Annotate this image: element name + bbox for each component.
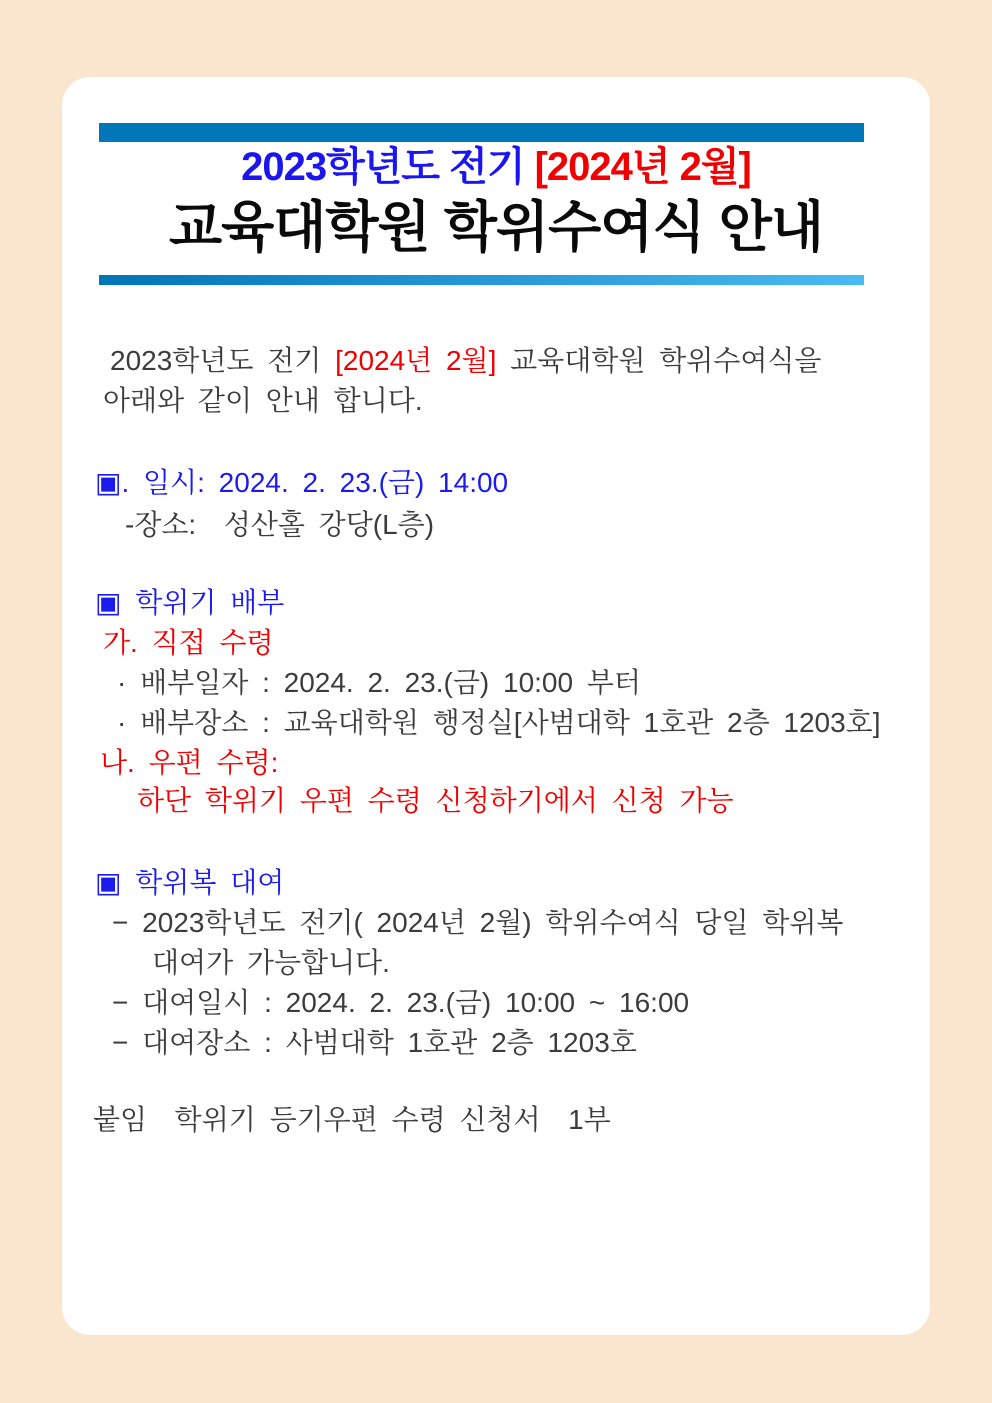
title-term-year: 2023학년도 전기 xyxy=(241,145,535,189)
gown-line-1: − 2023학년도 전기( 2024년 2월) 학위수여식 당일 학위복 xyxy=(112,907,844,938)
notice-title-main: 교육대학원 학위수여식 안내 xyxy=(168,196,824,258)
intro-line-1-pre: 2023학년도 전기 xyxy=(110,345,336,376)
intro-line-1-red: [2024년 2월] xyxy=(335,345,497,376)
attachment-line: 붙임 학위기 등기우편 수령 신청서 1부 xyxy=(93,1104,611,1135)
title-term-month: [2024년 2월] xyxy=(534,145,751,189)
gown-line-4: − 대여장소 : 사범대학 1호관 2층 1203호 xyxy=(112,1027,637,1058)
gown-heading: ▣ 학위복 대여 xyxy=(95,867,285,898)
notice-title-term xyxy=(62,145,930,189)
header-bottom-bar xyxy=(99,275,864,285)
gown-line-3: − 대여일시 : 2024. 2. 23.(금) 10:00 ~ 16:00 xyxy=(112,987,690,1018)
distribution-heading: ▣ 학위기 배부 xyxy=(95,587,285,618)
intro-line-1-post: 교육대학원 학위수여식을 xyxy=(496,345,822,376)
distribution-mail-label: 나. 우편 수령: xyxy=(100,747,279,778)
intro-line-2: 아래와 같이 안내 합니다. xyxy=(103,385,423,416)
schedule-heading: ▣. 일시: 2024. 2. 23.(금) 14:00 xyxy=(95,467,509,498)
distribution-place-line: · 배부장소 : 교육대학원 행정실[사범대학 1호관 2층 1203호] xyxy=(117,707,881,738)
header-top-bar xyxy=(99,123,864,142)
distribution-mail-note: 하단 학위기 우편 수령 신청하기에서 신청 가능 xyxy=(137,785,734,816)
distribution-direct-label: 가. 직접 수령 xyxy=(103,627,274,658)
distribution-date-line: · 배부일자 : 2024. 2. 23.(금) 10:00 부터 xyxy=(117,667,641,698)
gown-line-2: 대여가 가능합니다. xyxy=(152,947,390,978)
notice-card xyxy=(62,77,930,1335)
schedule-location: -장소: 성산홀 강당(L층) xyxy=(125,509,435,540)
intro-line-1 xyxy=(110,343,821,379)
